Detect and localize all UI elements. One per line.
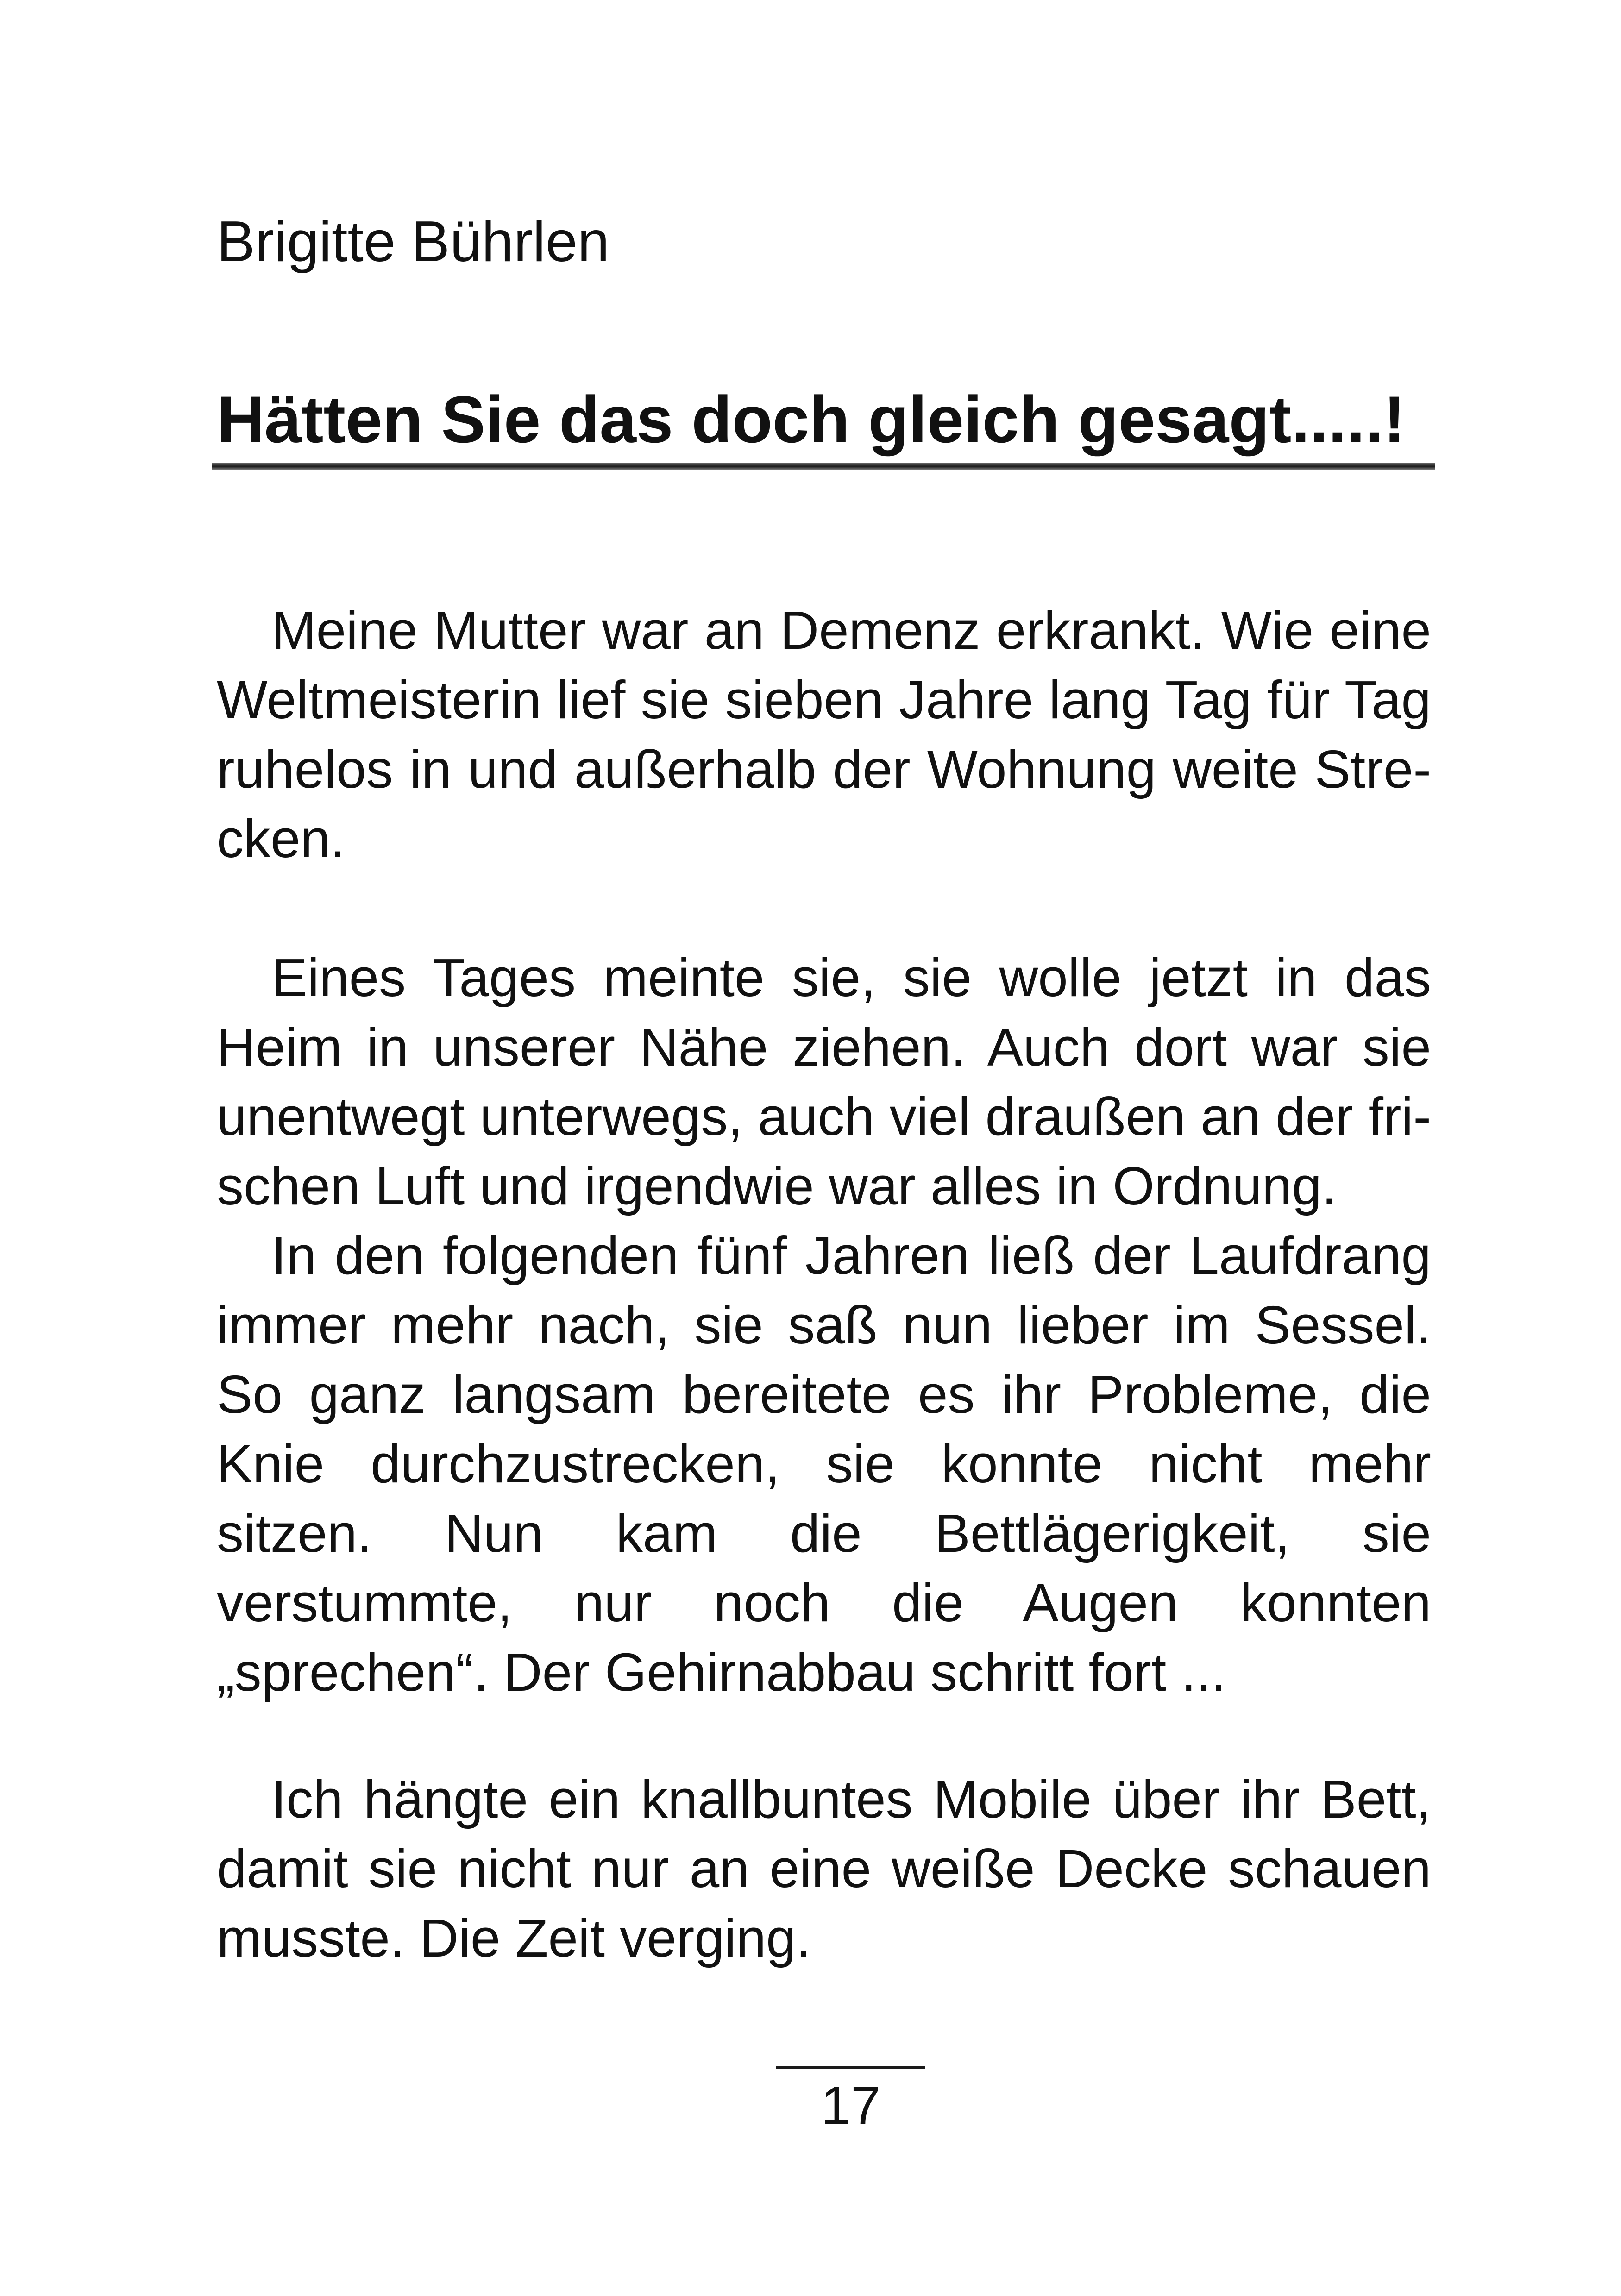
page-number: 17 [821,2075,881,2135]
chapter-title: Hätten Sie das doch gleich gesagt.....! [217,383,1406,457]
page-number-rule [776,2066,925,2069]
title-underline [212,463,1435,470]
body-paragraph: In den folgenden fünf Jahren ließ der Laufdrang immer mehr nach, sie saß nun lieber im Sessel. So ganz langsam bereitete es ihr Probleme, die Knie durchzustrecken, sie konnte nicht mehr sitzen. Nun kam die Bettlägerigkeit, sie verstummte, nur noch die Augen konnten „sprechen“. Der Gehirnabbau schritt fort ... [217,1225,1431,1702]
author-name: Brigitte Bührlen [217,210,609,274]
body-paragraph: Ich hängte ein knallbuntes Mobile über ihr Bett, damit sie nicht nur an eine weiße Decke schauen musste. Die Zeit verging. [217,1769,1431,1968]
body-paragraph: Eines Tages meinte sie, sie wolle jetzt in das Heim in unserer Nähe ziehen. Auch dort war sie unentwegt unterwegs, auch viel draußen an der frischen Luft und irgendwie war alles in Ordnung. [217,947,1431,1216]
body-paragraph: Meine Mutter war an Demenz erkrankt. Wie eine Weltmeisterin lief sie sieben Jahre lang Tag für Tag ruhelos in und außerhalb der Wohnung weite Strecken. [217,600,1431,869]
